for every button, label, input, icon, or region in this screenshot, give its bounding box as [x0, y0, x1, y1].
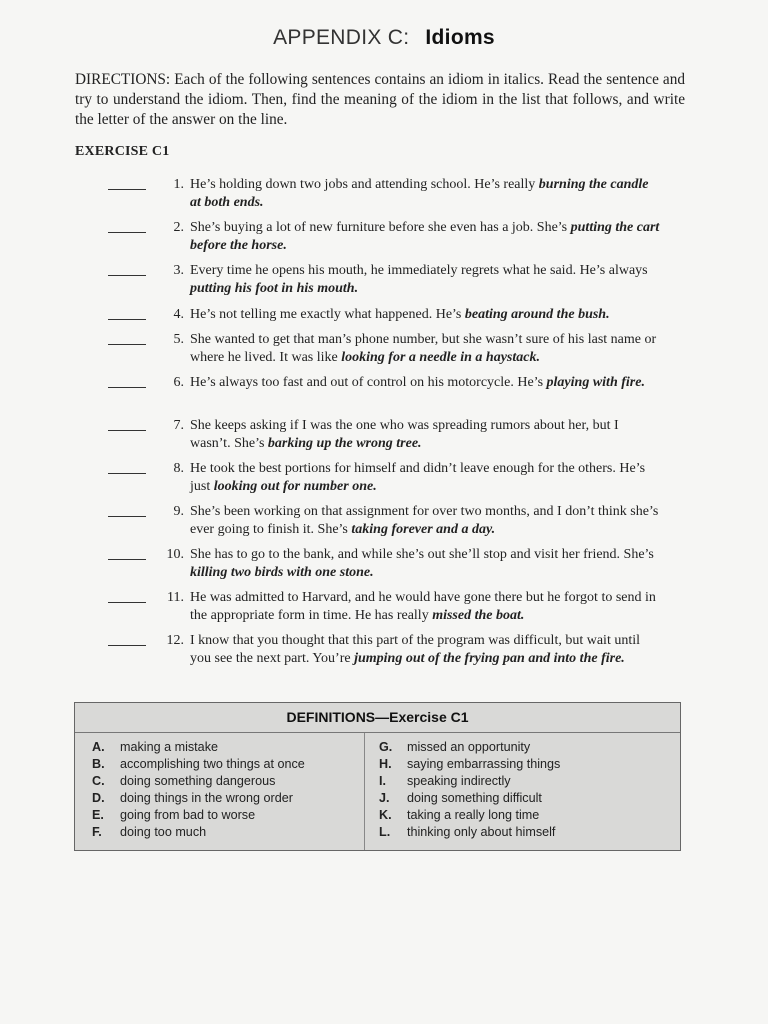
answer-blank[interactable] — [108, 336, 146, 345]
item-sentence — [190, 176, 660, 212]
definitions-right-column — [379, 739, 560, 841]
definition-item — [379, 756, 560, 773]
sentence-text: He’s not telling me exactly what happened. He’s — [190, 307, 465, 322]
item-number: 7. — [173, 418, 184, 433]
definition-letter: H. — [379, 757, 392, 771]
answer-blank[interactable] — [108, 465, 146, 474]
definition-item — [92, 756, 305, 773]
answer-blank[interactable] — [108, 637, 146, 646]
definitions-left-column — [92, 739, 305, 841]
item-sentence — [190, 331, 660, 367]
idiom-text: jumping out of the frying pan and into the fire. — [354, 651, 625, 666]
answer-blank[interactable] — [108, 181, 146, 190]
column-divider — [364, 733, 365, 850]
definition-letter: I. — [379, 774, 386, 788]
definition-text: doing something difficult — [407, 791, 542, 805]
idiom-text: looking out for number one. — [213, 479, 377, 494]
answer-blank[interactable] — [108, 311, 146, 320]
directions-paragraph: DIRECTIONS: Each of the following sentences contains an idiom in italics. Read the sentence and try to understand the idiom. Then, find the meaning of the idiom in the list that follows, and write the letter of the answer on the line. — [75, 71, 685, 128]
definition-text: missed an opportunity — [407, 740, 531, 754]
definition-text: doing things in the wrong order — [120, 791, 293, 805]
definition-letter: F. — [92, 825, 102, 839]
answer-blank[interactable] — [108, 594, 146, 603]
definition-item — [379, 739, 560, 756]
definition-letter: B. — [92, 757, 105, 771]
definition-letter: G. — [379, 740, 393, 754]
definition-text: saying embarrassing things — [407, 757, 561, 771]
idiom-text: playing with fire. — [546, 375, 645, 390]
item-number: 2. — [173, 220, 184, 235]
definitions-heading: DEFINITIONS—Exercise C1 — [75, 703, 680, 733]
definition-text: going from bad to worse — [120, 808, 256, 822]
definition-letter: E. — [92, 808, 104, 822]
definition-text: making a mistake — [120, 740, 218, 754]
sentence-text: She’s been working on that assignment for over two months, and I don’t think she’s ever going to finish it. She’s — [190, 504, 659, 537]
definition-text: thinking only about himself — [407, 825, 556, 839]
definition-text: accomplishing two things at once — [120, 757, 305, 771]
idiom-text: missed the boat. — [432, 608, 525, 623]
answer-blank[interactable] — [108, 508, 146, 517]
idiom-text: putting the cart before the horse. — [190, 220, 660, 253]
definition-item — [92, 739, 305, 756]
item-sentence — [190, 503, 660, 539]
item-number: 11. — [167, 590, 184, 605]
definition-item — [92, 790, 305, 807]
answer-blank[interactable] — [108, 267, 146, 276]
idiom-text: burning the candle at both ends. — [190, 177, 649, 210]
answer-blank[interactable] — [108, 422, 146, 431]
definition-text: taking a really long time — [407, 808, 540, 822]
definition-letter: J. — [379, 791, 390, 805]
item-number: 9. — [173, 504, 184, 519]
sentence-text: He took the best portions for himself and didn’t leave enough for the others. He’s just — [190, 461, 646, 494]
item-number: 1. — [173, 177, 184, 192]
definition-letter: D. — [92, 791, 105, 805]
sentence-text: He’s holding down two jobs and attending school. He’s really — [190, 177, 539, 192]
answer-blank[interactable] — [108, 224, 146, 233]
definition-item — [92, 824, 305, 841]
definition-item — [379, 790, 560, 807]
sentence-text: Every time he opens his mouth, he immediately regrets what he said. He’s always — [190, 263, 648, 278]
definitions-box — [74, 702, 681, 851]
definition-text: doing too much — [120, 825, 207, 839]
item-number: 5. — [173, 332, 184, 347]
item-number: 8. — [173, 461, 184, 476]
sentence-text: She’s buying a lot of new furniture before she even has a job. She’s — [190, 220, 571, 235]
page-title — [0, 26, 768, 50]
exercise-heading: EXERCISE C1 — [75, 144, 170, 159]
definition-letter: C. — [92, 774, 105, 788]
appendix-title: Idioms — [425, 26, 495, 49]
item-sentence — [190, 262, 660, 298]
sentence-text: He was admitted to Harvard, and he would have gone there but he forgot to send in the appropriate form in time. He has really — [190, 590, 656, 623]
sentence-text: She has to go to the bank, and while she’s out she’ll stop and visit her friend. She’s — [190, 547, 654, 562]
item-number: 3. — [173, 263, 184, 278]
sentence-text: She keeps asking if I was the one who was spreading rumors about her, but I wasn’t. She’s — [190, 418, 619, 451]
item-number: 6. — [173, 375, 184, 390]
item-number: 12. — [166, 633, 184, 648]
definition-letter: A. — [92, 740, 105, 754]
item-number: 4. — [173, 307, 184, 322]
item-sentence — [190, 219, 660, 255]
answer-blank[interactable] — [108, 379, 146, 388]
item-sentence — [190, 589, 660, 625]
answer-blank[interactable] — [108, 551, 146, 560]
definition-letter: K. — [379, 808, 392, 822]
item-sentence — [190, 374, 660, 392]
item-sentence — [190, 306, 660, 324]
idiom-text: looking for a needle in a haystack. — [341, 350, 540, 365]
item-number: 10. — [166, 547, 184, 562]
idiom-text: barking up the wrong tree. — [267, 436, 422, 451]
definition-text: speaking indirectly — [407, 774, 511, 788]
item-sentence — [190, 546, 660, 582]
definition-item — [92, 807, 305, 824]
sentence-text: He’s always too fast and out of control on his motorcycle. He’s — [190, 375, 547, 390]
idiom-text: killing two birds with one stone. — [190, 565, 374, 580]
appendix-label: APPENDIX C: — [273, 26, 410, 49]
definition-item — [92, 773, 305, 790]
idiom-text: putting his foot in his mouth. — [190, 281, 359, 296]
definition-item — [379, 773, 560, 790]
sentence-text: She wanted to get that man’s phone number, but she wasn’t sure of his last name or where he lived. It was like — [190, 332, 657, 365]
definition-item — [379, 824, 560, 841]
item-sentence — [190, 460, 660, 496]
item-sentence — [190, 632, 660, 668]
definition-letter: L. — [379, 825, 391, 839]
definition-text: doing something dangerous — [120, 774, 276, 788]
item-sentence — [190, 417, 660, 453]
definition-item — [379, 807, 560, 824]
sentence-text: I know that you thought that this part of the program was difficult, but wait until you see the next part. You’re — [190, 633, 641, 666]
idiom-text: beating around the bush. — [464, 307, 610, 322]
idiom-text: taking forever and a day. — [351, 522, 496, 537]
